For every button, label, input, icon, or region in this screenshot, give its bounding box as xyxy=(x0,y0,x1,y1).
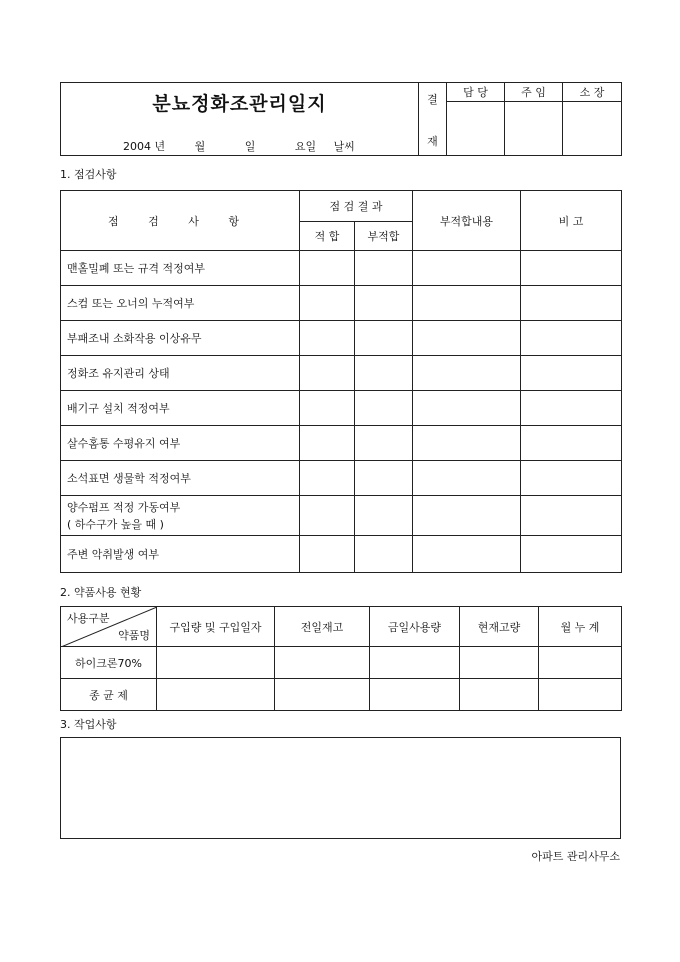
row-label: 정화조 유지관리 상태 xyxy=(61,356,300,391)
pass-cell[interactable] xyxy=(300,356,355,391)
note-cell[interactable] xyxy=(521,251,622,286)
col-item-header: 점 검 사 항 xyxy=(61,191,300,251)
fail-cell[interactable] xyxy=(355,356,413,391)
date-line xyxy=(61,138,418,154)
current-stock-cell[interactable] xyxy=(460,679,539,711)
fail-content-cell[interactable] xyxy=(413,286,521,321)
row-label: 살수홈통 수평유지 여부 xyxy=(61,426,300,461)
approval-col-staff: 담 당 xyxy=(447,83,505,102)
table-row xyxy=(61,251,622,286)
col-monthly-total: 월 누 계 xyxy=(539,607,622,647)
header-table xyxy=(60,82,622,156)
fail-content-cell[interactable] xyxy=(413,251,521,286)
section2-heading: 2. 약품사용 현황 xyxy=(60,586,142,599)
date-month: 월 xyxy=(194,140,206,153)
table-row xyxy=(61,391,622,426)
table-row xyxy=(61,536,622,573)
fail-cell[interactable] xyxy=(355,251,413,286)
col-fail-content-header: 부적합내용 xyxy=(413,191,521,251)
pass-cell[interactable] xyxy=(300,391,355,426)
fail-content-cell[interactable] xyxy=(413,426,521,461)
note-cell[interactable] xyxy=(521,536,622,573)
corner-bottom-label: 약품명 xyxy=(118,629,150,642)
row-label-multiline xyxy=(61,496,300,536)
prev-stock-cell[interactable] xyxy=(275,679,370,711)
approval-label xyxy=(419,83,447,156)
fail-cell[interactable] xyxy=(355,461,413,496)
col-result-header: 점 검 결 과 xyxy=(300,191,413,222)
table-row xyxy=(61,356,622,391)
today-use-cell[interactable] xyxy=(370,647,460,679)
header-block xyxy=(60,82,622,156)
row-label: 소석표면 생물학 적정여부 xyxy=(61,461,300,496)
table-row xyxy=(61,647,622,679)
pass-cell[interactable] xyxy=(300,461,355,496)
monthly-total-cell[interactable] xyxy=(539,647,622,679)
approval-label-top: 결 xyxy=(427,93,438,106)
row-label: 맨홀밀폐 또는 규격 적정여부 xyxy=(61,251,300,286)
row-label: 배기구 설치 적정여부 xyxy=(61,391,300,426)
pass-cell[interactable] xyxy=(300,286,355,321)
table-row xyxy=(61,679,622,711)
note-cell[interactable] xyxy=(521,496,622,536)
prev-stock-cell[interactable] xyxy=(275,647,370,679)
note-cell[interactable] xyxy=(521,461,622,496)
col-purchase: 구입량 및 구입일자 xyxy=(157,607,275,647)
approval-sign-director[interactable] xyxy=(563,102,622,156)
inspection-table xyxy=(60,190,622,573)
fail-cell[interactable] xyxy=(355,286,413,321)
note-cell[interactable] xyxy=(521,321,622,356)
fail-cell[interactable] xyxy=(355,321,413,356)
col-pass-header: 적 합 xyxy=(300,222,355,251)
pass-cell[interactable] xyxy=(300,426,355,461)
table-row xyxy=(61,496,622,536)
approval-col-director: 소 장 xyxy=(563,83,622,102)
approval-label-bottom: 재 xyxy=(427,135,438,148)
fail-content-cell[interactable] xyxy=(413,496,521,536)
fail-cell[interactable] xyxy=(355,426,413,461)
today-use-cell[interactable] xyxy=(370,679,460,711)
current-stock-cell[interactable] xyxy=(460,647,539,679)
col-current-stock: 현재고량 xyxy=(460,607,539,647)
date-year: 2004 년 xyxy=(123,140,166,153)
fail-cell[interactable] xyxy=(355,536,413,573)
approval-sign-staff[interactable] xyxy=(447,102,505,156)
row-label: 부패조내 소화작용 이상유무 xyxy=(61,321,300,356)
col-today-use: 금일사용량 xyxy=(370,607,460,647)
title-cell xyxy=(61,83,419,156)
col-prev-stock: 전일재고 xyxy=(275,607,370,647)
note-cell[interactable] xyxy=(521,356,622,391)
date-weather: 날씨 xyxy=(333,140,355,153)
note-cell[interactable] xyxy=(521,286,622,321)
fail-content-cell[interactable] xyxy=(413,356,521,391)
note-cell[interactable] xyxy=(521,391,622,426)
work-notes-box[interactable] xyxy=(60,737,621,839)
corner-top-label: 사용구분 xyxy=(67,612,110,625)
purchase-cell[interactable] xyxy=(157,647,275,679)
inspection-block xyxy=(60,190,622,573)
pass-cell[interactable] xyxy=(300,496,355,536)
date-day: 일 xyxy=(244,140,256,153)
note-cell[interactable] xyxy=(521,426,622,461)
pass-cell[interactable] xyxy=(300,536,355,573)
office-name: 아파트 관리사무소 xyxy=(531,850,620,863)
row-label: 양수펌프 적정 가동여부 xyxy=(67,500,181,514)
monthly-total-cell[interactable] xyxy=(539,679,622,711)
chemical-name: 하이크론70% xyxy=(61,647,157,679)
fail-content-cell[interactable] xyxy=(413,391,521,426)
fail-content-cell[interactable] xyxy=(413,536,521,573)
purchase-cell[interactable] xyxy=(157,679,275,711)
row-label-sub: ( 하수구가 높을 때 ) xyxy=(67,517,164,531)
table-row xyxy=(61,286,622,321)
row-label: 주변 악취발생 여부 xyxy=(61,536,300,573)
pass-cell[interactable] xyxy=(300,321,355,356)
section3-heading: 3. 작업사항 xyxy=(60,718,117,731)
page-title: 분뇨정화조관리일지 xyxy=(152,93,327,115)
corner-cell xyxy=(61,607,157,647)
table-row xyxy=(61,321,622,356)
table-row xyxy=(61,461,622,496)
row-label: 스컴 또는 오너의 누적여부 xyxy=(61,286,300,321)
approval-sign-chief[interactable] xyxy=(505,102,563,156)
fail-content-cell[interactable] xyxy=(413,461,521,496)
date-weekday: 요일 xyxy=(294,140,317,153)
fail-cell[interactable] xyxy=(355,391,413,426)
chemical-name: 종 균 제 xyxy=(61,679,157,711)
approval-col-chief: 주 임 xyxy=(505,83,563,102)
chemical-table xyxy=(60,606,622,711)
table-row xyxy=(61,426,622,461)
section1-heading: 1. 점검사항 xyxy=(60,168,117,181)
chemical-block xyxy=(60,606,622,711)
fail-cell[interactable] xyxy=(355,496,413,536)
fail-content-cell[interactable] xyxy=(413,321,521,356)
col-note-header: 비 고 xyxy=(521,191,622,251)
col-fail-header: 부적합 xyxy=(355,222,413,251)
pass-cell[interactable] xyxy=(300,251,355,286)
